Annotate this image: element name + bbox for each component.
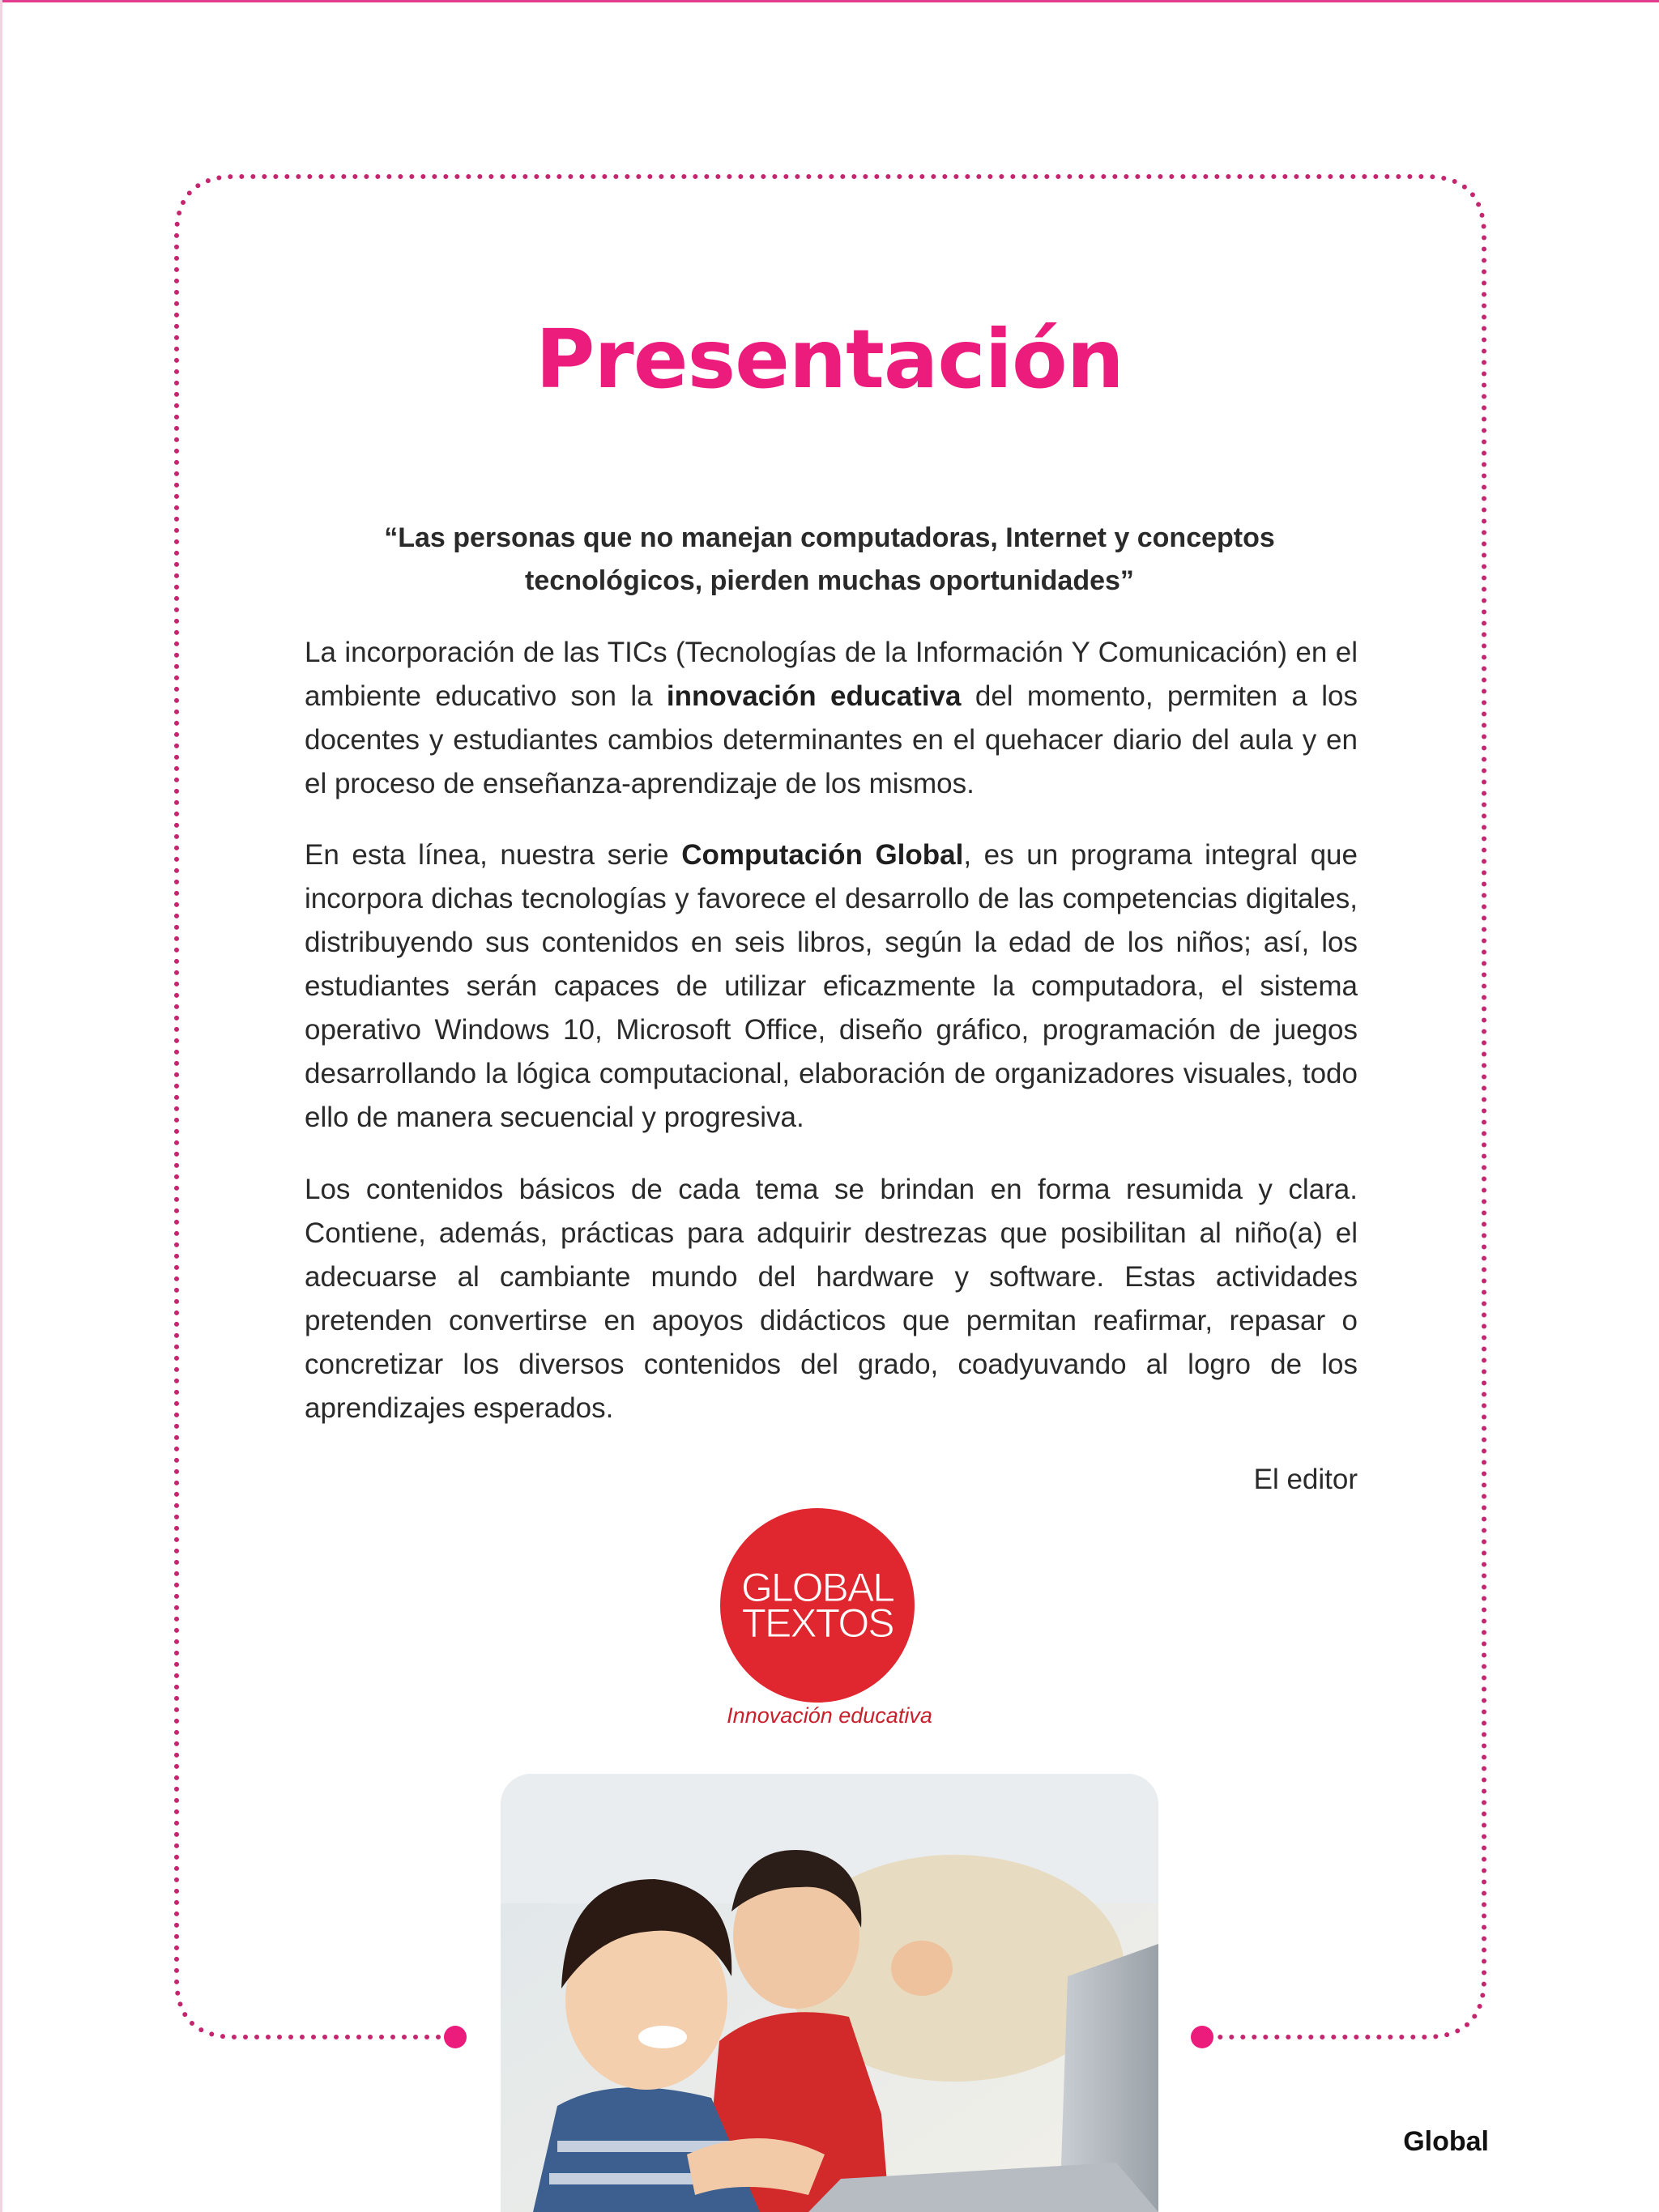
logo-line-2: TEXTOS: [741, 1600, 893, 1646]
page-title: Presentación: [535, 312, 1124, 407]
footer-brand: Global: [1403, 2126, 1489, 2157]
paragraph-tics-start: La incorporación de las TICs (Tecnologías de la Información Y Comunicación) en el ambiente educativo son la: [305, 637, 1358, 712]
intro-quote: “Las personas que no manejan computadoras, Internet y conceptos tecnológicos, pierden muchas oportunidades”: [384, 522, 1275, 596]
photo-illustration: [501, 1774, 1158, 2212]
children-laptop-photo: [501, 1774, 1158, 2212]
paragraph-tics-emphasis: innovación educativa: [666, 680, 962, 712]
logo-tagline: Innovación educativa: [727, 1703, 932, 1728]
paragraph-series-emphasis: Computación Global: [681, 839, 964, 871]
paragraph-series: [305, 833, 1358, 1140]
frame-end-dot-right: [1191, 2026, 1213, 2048]
paragraph-series-start: En esta línea, nuestra serie: [305, 839, 682, 871]
frame-end-dot-left: [444, 2026, 467, 2048]
paragraph-series-end: , es un programa integral que incorpora dichas tecnologías y favorece el desarrollo de las competencias digitales, distribuyendo sus contenidos en seis libros, según la edad de los niños; así, los estudiantes serán capaces de utilizar eficazmente la computadora, el sistema operativo Windows 10, Microsoft Office, diseño gráfico, programación de juegos desarrollando la lógica computacional, elaboración de organizadores visuales, todo ello de manera secuencial y progresiva.: [305, 839, 1358, 1133]
logo-line-1: GLOBAL: [740, 1565, 894, 1610]
editor-signature: El editor: [1253, 1464, 1358, 1495]
global-textos-logo: [720, 1508, 915, 1703]
paragraph-tics: [305, 631, 1358, 806]
paragraph-contents: Los contenidos básicos de cada tema se brindan en forma resumida y clara. Contiene, además, prácticas para adquirir destrezas que posibilitan al niño(a) el adecuarse al cambiante mundo del hardware y software. Estas actividades pretenden convertirse en apoyos didácticos que permitan reafirmar, repasar o concretizar los diversos contenidos del grado, coadyuvando al logro de los aprendizajes esperados.: [305, 1174, 1358, 1424]
paragraph-tics-end: del momento, permiten a los docentes y estudiantes cambios determinantes en el quehacer diario del aula y en el proceso de enseñanza-aprendizaje de los mismos.: [305, 680, 1358, 799]
